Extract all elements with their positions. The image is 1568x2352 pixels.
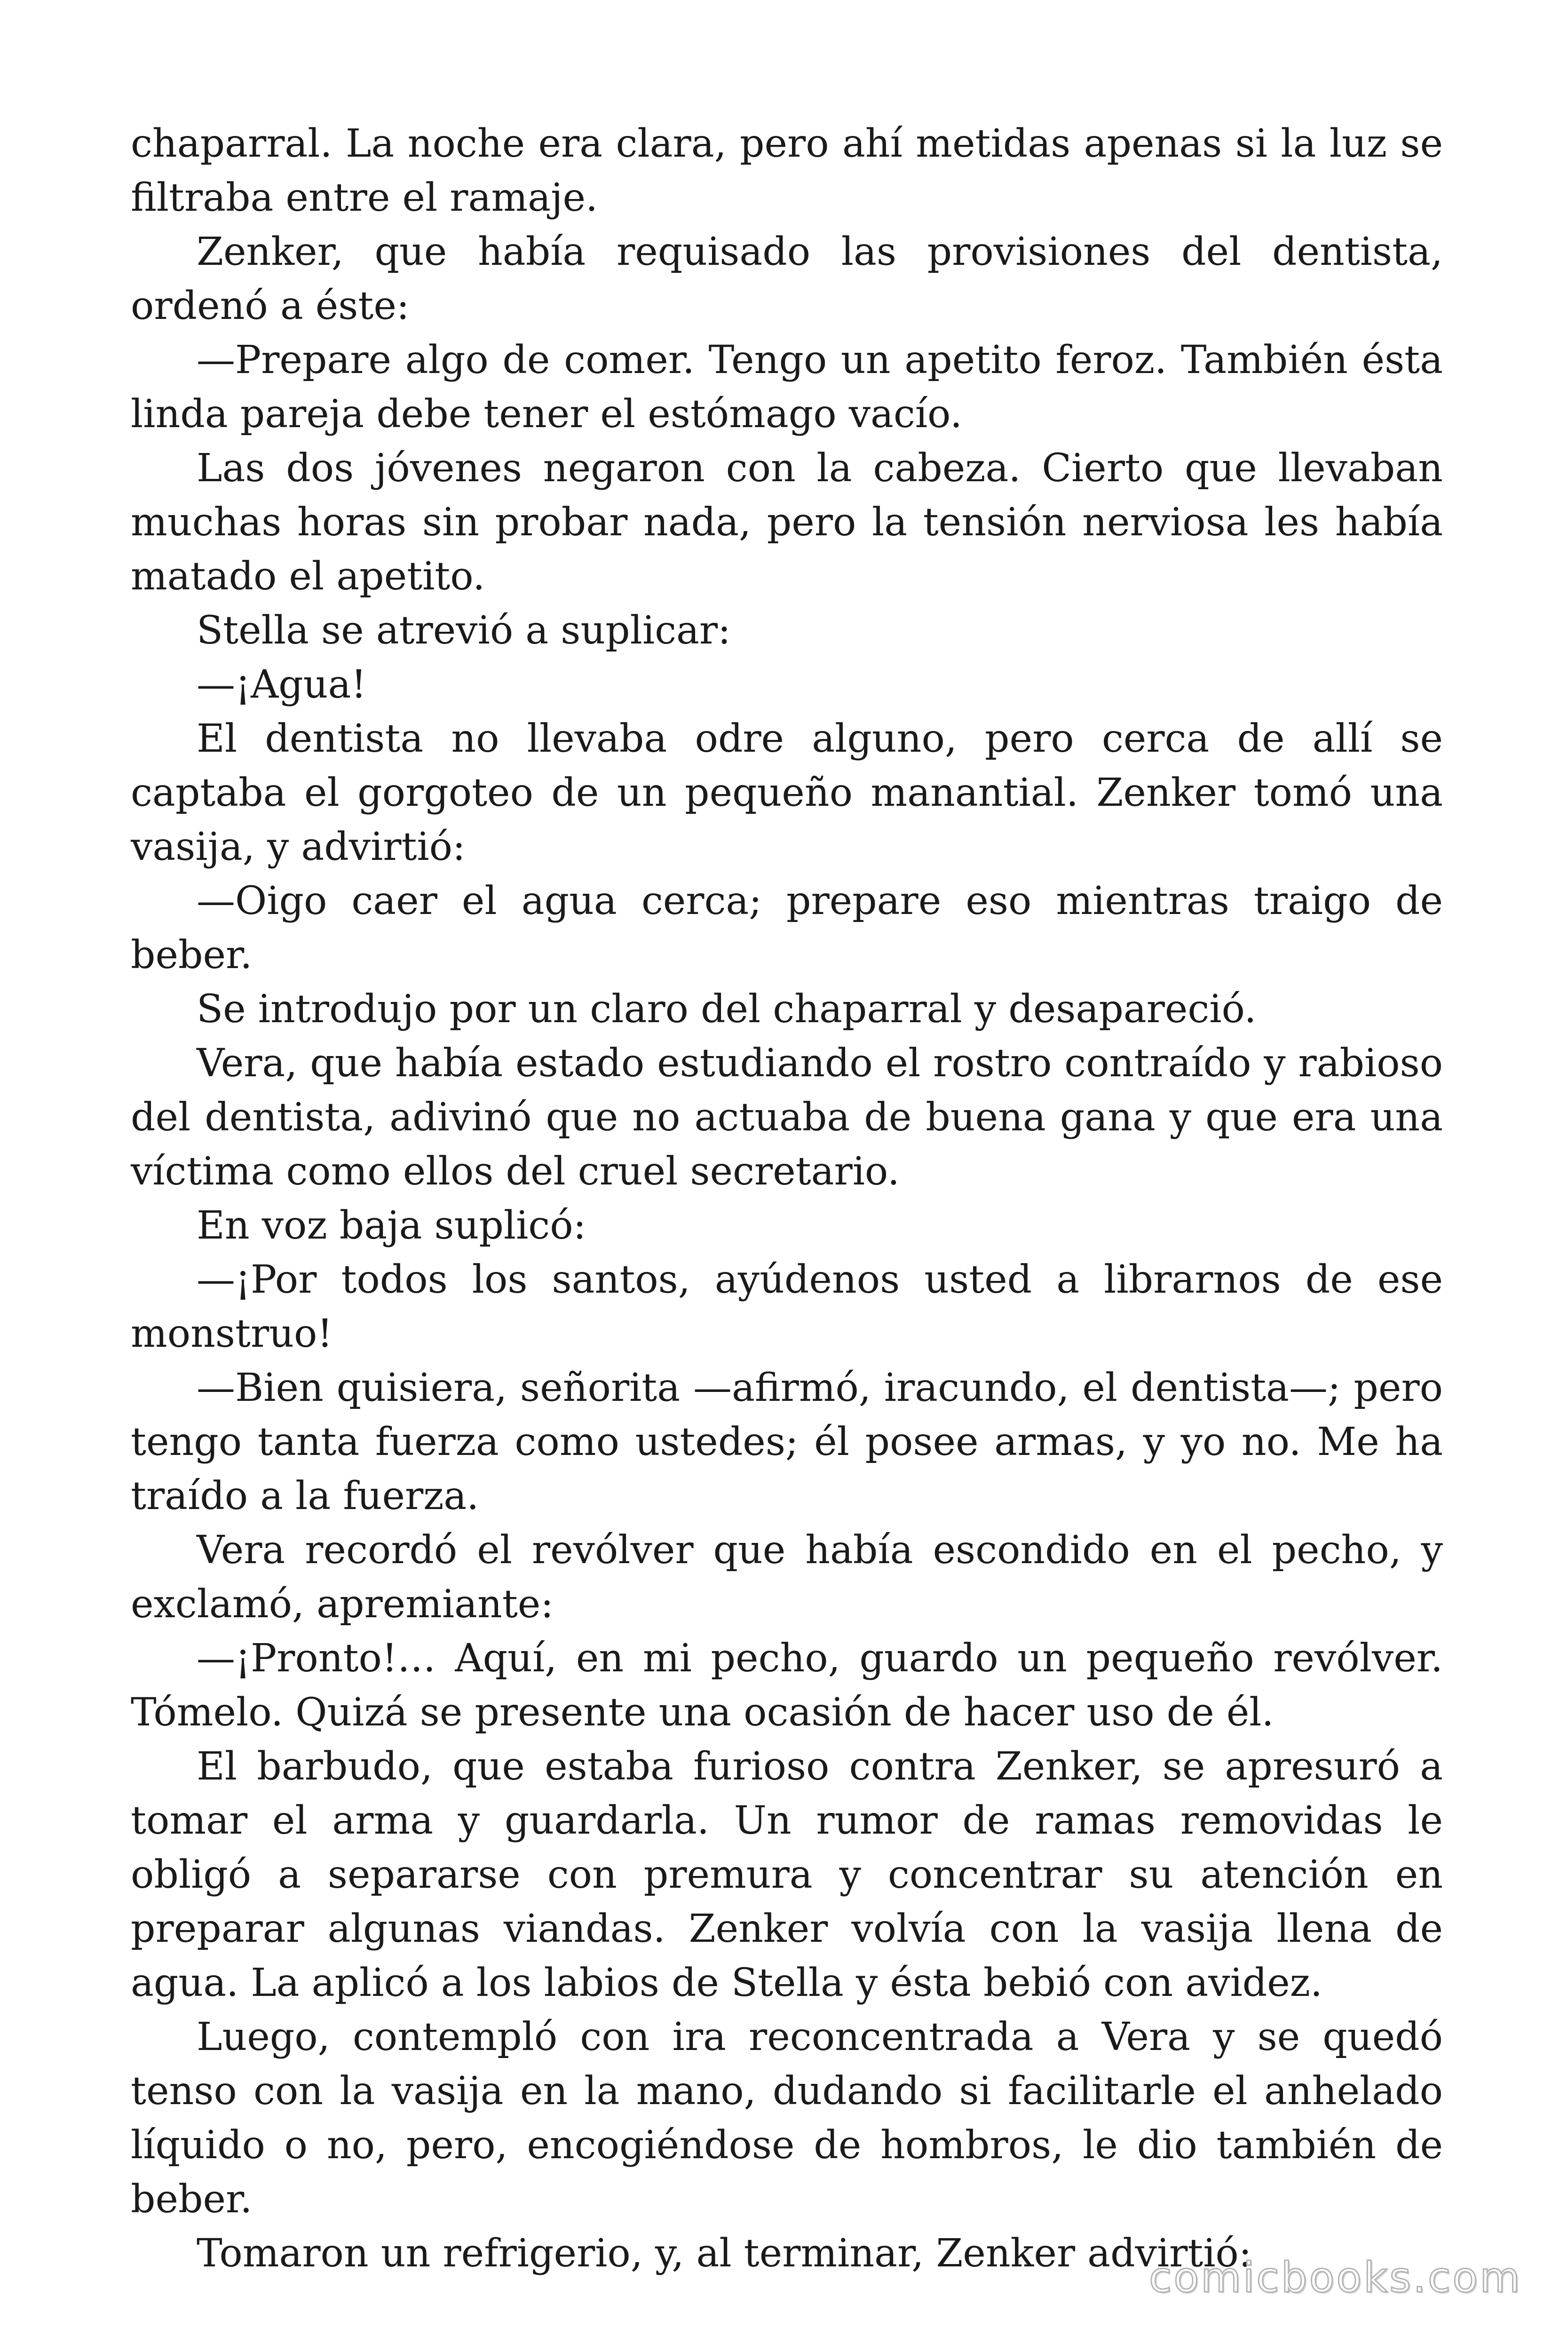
paragraph: El dentista no llevaba odre alguno, pero cerca de allí se captaba el gorgoteo de un pequeño manantial. Zenker tomó una vasija, y advirtió: bbox=[131, 716, 1443, 869]
paragraph: —¡Por todos los santos, ayúdenos usted a librarnos de ese monstruo! bbox=[131, 1257, 1443, 1356]
paragraph: En voz baja suplicó: bbox=[197, 1203, 586, 1248]
paragraph: Vera, que había estado estudiando el rostro contraído y rabioso del dentista, adivinó que no actuaba de buena gana y que era una víctima como ellos del cruel secretario. bbox=[131, 1041, 1443, 1194]
paragraph: Las dos jóvenes negaron con la cabeza. Cierto que llevaban muchas horas sin probar nada, pero la tensión nerviosa les había matado el apetito. bbox=[131, 446, 1443, 599]
paragraph: Vera recordó el revólver que había escondido en el pecho, y exclamó, apremiante: bbox=[131, 1528, 1443, 1627]
paragraph: Zenker, que había requisado las provisiones del dentista, ordenó a éste: bbox=[131, 230, 1443, 328]
body-text bbox=[131, 117, 1443, 2280]
paragraph: —Oigo caer el agua cerca; prepare eso mientras traigo de beber. bbox=[131, 879, 1443, 977]
paragraph: El barbudo, que estaba furioso contra Zenker, se apresuró a tomar el arma y guardarla. Un rumor de ramas removidas le obligó a separarse con premura y concentrar su atención en preparar algunas viandas. Zenker volvía con la vasija llena de agua. La aplicó a los labios de Stella y ésta bebió con avidez. bbox=[131, 1744, 1443, 2005]
paragraph: —¡Pronto!… Aquí, en mi pecho, guardo un pequeño revólver. Tómelo. Quizá se presente una ocasión de hacer uso de él. bbox=[131, 1636, 1443, 1735]
paragraph: —¡Agua! bbox=[197, 662, 367, 707]
watermark: comicbooks.com bbox=[1148, 2253, 1522, 2302]
paragraph: —Prepare algo de comer. Tengo un apetito feroz. También ésta linda pareja debe tener el estómago vacío. bbox=[131, 338, 1443, 437]
paragraph: chaparral. La noche era clara, pero ahí metidas apenas si la luz se filtraba entre el ramaje. bbox=[131, 121, 1443, 220]
paragraph: —Bien quisiera, señorita —afirmó, iracundo, el dentista—; pero tengo tanta fuerza como ustedes; él posee armas, y yo no. Me ha traído a la fuerza. bbox=[131, 1366, 1443, 1518]
paragraph: Se introdujo por un claro del chaparral y desapareció. bbox=[197, 987, 1257, 1032]
paragraph: Luego, contempló con ira reconcentrada a Vera y se quedó tenso con la vasija en la mano, dudando si facilitarle el anhelado líquido o no, pero, encogiéndose de hombros, le dio también de beber. bbox=[131, 2015, 1443, 2222]
paragraph: Tomaron un refrigerio, y, al terminar, Zenker advirtió: bbox=[197, 2231, 1252, 2276]
paragraph: Stella se atrevió a suplicar: bbox=[197, 608, 731, 653]
